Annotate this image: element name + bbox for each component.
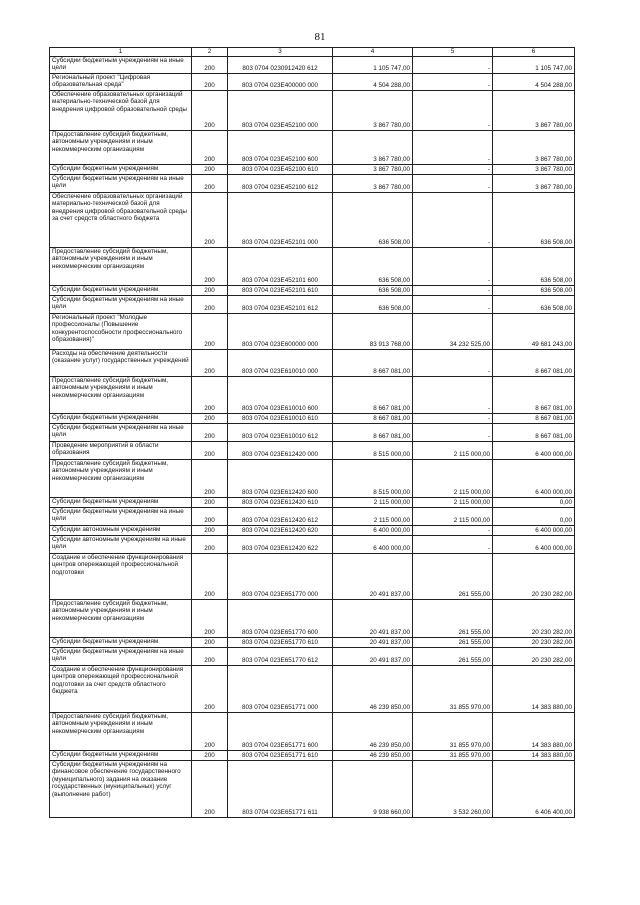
table-row: [50, 713, 575, 751]
row-value-col6: 3 867 780,00: [493, 91, 575, 131]
row-name-cell: Проведение мероприятий в области образования: [50, 442, 192, 460]
row-value-col5: -: [413, 377, 493, 414]
row-value-col4: 2 115 000,00: [333, 498, 413, 508]
row-value-col6: 8 667 081,00: [493, 424, 575, 442]
row-value-col6: 1 105 747,00: [493, 57, 575, 74]
row-value-col5: 34 232 525,00: [413, 314, 493, 350]
row-value-col5: 2 115 000,00: [413, 508, 493, 526]
row-value-col6: 14 383 880,00: [493, 713, 575, 751]
row-name-cell: Субсидии бюджетным учреждениям: [50, 286, 192, 296]
table-row: [50, 131, 575, 165]
row-value-col5: -: [413, 424, 493, 442]
row-value-col4: 636 508,00: [333, 296, 413, 314]
row-code-cell: 200: [192, 713, 228, 751]
row-value-col5: -: [413, 131, 493, 165]
row-value-col5: 261 555,00: [413, 554, 493, 600]
row-name-cell: Субсидии бюджетным учреждениям на иные цели: [50, 508, 192, 526]
row-value-col5: -: [413, 91, 493, 131]
row-value-col5: -: [413, 350, 493, 377]
row-name-cell: Предоставление субсидий бюджетным, автономным учреждениям и иным некоммерческим организациям: [50, 248, 192, 286]
row-code-cell: 200: [192, 248, 228, 286]
row-value-col6: 0,00: [493, 508, 575, 526]
row-kbk-cell: 803 0704 023E400000 000: [228, 74, 333, 91]
table-row: [50, 91, 575, 131]
row-value-col6: 49 681 243,00: [493, 314, 575, 350]
budget-table: [49, 47, 575, 818]
row-value-col5: -: [413, 57, 493, 74]
row-value-col5: 2 115 000,00: [413, 460, 493, 498]
row-kbk-cell: 803 0704 023E452100 000: [228, 91, 333, 131]
row-value-col6: 0,00: [493, 498, 575, 508]
row-name-cell: Субсидии бюджетным учреждениям: [50, 638, 192, 648]
row-value-col5: 31 855 970,00: [413, 666, 493, 713]
row-code-cell: 200: [192, 165, 228, 175]
row-kbk-cell: 803 0704 023E610010 600: [228, 377, 333, 414]
row-value-col4: 4 504 288,00: [333, 74, 413, 91]
row-kbk-cell: 803 0704 023E612420 622: [228, 536, 333, 554]
row-value-col4: 636 508,00: [333, 286, 413, 296]
row-kbk-cell: 803 0704 023E452101 000: [228, 193, 333, 248]
row-name-cell: Субсидии бюджетным учреждениям на иные цели: [50, 175, 192, 193]
row-value-col4: 46 239 850,00: [333, 751, 413, 761]
row-value-col5: -: [413, 165, 493, 175]
column-header: 4: [333, 48, 413, 57]
row-value-col4: 9 938 660,00: [333, 761, 413, 818]
row-code-cell: 200: [192, 666, 228, 713]
row-name-cell: Субсидии бюджетным учреждениям на финансовое обеспечение государственного (муниципального) задания на оказание государственных (муниципальных) услуг (выполнение работ): [50, 761, 192, 818]
row-kbk-cell: 803 0704 023E651770 600: [228, 600, 333, 638]
row-value-col6: 6 406 400,00: [493, 761, 575, 818]
row-value-col5: -: [413, 74, 493, 91]
row-code-cell: 200: [192, 638, 228, 648]
row-kbk-cell: 803 0704 023E452101 610: [228, 286, 333, 296]
row-value-col4: 3 867 780,00: [333, 165, 413, 175]
row-value-col4: 2 115 000,00: [333, 508, 413, 526]
row-code-cell: 200: [192, 74, 228, 91]
row-kbk-cell: 803 0704 023E610010 610: [228, 414, 333, 424]
row-value-col6: 636 508,00: [493, 248, 575, 286]
table-row: [50, 761, 575, 818]
table-header-row: [50, 48, 575, 57]
row-value-col5: 31 855 970,00: [413, 713, 493, 751]
row-value-col5: 2 115 000,00: [413, 498, 493, 508]
table-row: [50, 248, 575, 286]
table-row: [50, 638, 575, 648]
row-name-cell: Обеспечение образовательных организаций материально-технической базой для внедрения цифровой образовательной среды за счет средств областного бюджета: [50, 193, 192, 248]
row-value-col5: 2 115 000,00: [413, 442, 493, 460]
row-kbk-cell: 803 0704 023E612420 620: [228, 526, 333, 536]
row-code-cell: 200: [192, 175, 228, 193]
column-header: 5: [413, 48, 493, 57]
row-name-cell: Субсидии бюджетным учреждениям на иные цели: [50, 424, 192, 442]
row-kbk-cell: 803 0704 0230912420 612: [228, 57, 333, 74]
row-kbk-cell: 803 0704 023E610010 612: [228, 424, 333, 442]
row-value-col6: 8 667 081,00: [493, 377, 575, 414]
row-name-cell: Субсидии бюджетным учреждениям: [50, 751, 192, 761]
row-code-cell: 200: [192, 57, 228, 74]
row-code-cell: 200: [192, 442, 228, 460]
row-value-col4: 20 491 837,00: [333, 600, 413, 638]
row-name-cell: Создание и обеспечение функционирования центров опережающей профессиональной подготовки: [50, 554, 192, 600]
row-value-col4: 20 491 837,00: [333, 638, 413, 648]
table-row: [50, 751, 575, 761]
row-name-cell: Региональный проект "Молодые профессионалы (Повышение конкурентоспособности профессионального образования)": [50, 314, 192, 350]
row-value-col6: 14 383 880,00: [493, 666, 575, 713]
row-value-col6: 636 508,00: [493, 296, 575, 314]
row-value-col5: 3 532 260,00: [413, 761, 493, 818]
row-value-col4: 636 508,00: [333, 193, 413, 248]
row-value-col5: -: [413, 175, 493, 193]
row-value-col6: 20 230 282,00: [493, 648, 575, 666]
row-value-col6: 636 508,00: [493, 286, 575, 296]
row-code-cell: 200: [192, 91, 228, 131]
table-row: [50, 193, 575, 248]
row-value-col5: -: [413, 414, 493, 424]
row-code-cell: 200: [192, 526, 228, 536]
row-kbk-cell: 803 0704 023E612420 600: [228, 460, 333, 498]
row-value-col5: -: [413, 193, 493, 248]
table-row: [50, 175, 575, 193]
row-code-cell: 200: [192, 498, 228, 508]
column-header: 2: [192, 48, 228, 57]
row-value-col4: 3 867 780,00: [333, 175, 413, 193]
row-code-cell: 200: [192, 350, 228, 377]
table-row: [50, 508, 575, 526]
row-kbk-cell: 803 0704 023E651770 610: [228, 638, 333, 648]
row-value-col5: -: [413, 248, 493, 286]
row-name-cell: Расходы на обеспечение деятельности (оказание услуг) государственных учреждений: [50, 350, 192, 377]
table-row: [50, 442, 575, 460]
row-code-cell: 200: [192, 508, 228, 526]
table-row: [50, 314, 575, 350]
row-value-col6: 4 504 288,00: [493, 74, 575, 91]
row-code-cell: 200: [192, 131, 228, 165]
row-kbk-cell: 803 0704 023E452100 612: [228, 175, 333, 193]
row-value-col4: 46 239 850,00: [333, 666, 413, 713]
row-name-cell: Предоставление субсидий бюджетным, автономным учреждениям и иным некоммерческим организациям: [50, 713, 192, 751]
row-value-col4: 46 239 850,00: [333, 713, 413, 751]
row-code-cell: 200: [192, 648, 228, 666]
row-code-cell: 200: [192, 600, 228, 638]
row-value-col5: 261 555,00: [413, 648, 493, 666]
row-code-cell: 200: [192, 314, 228, 350]
row-kbk-cell: 803 0704 023E612420 612: [228, 508, 333, 526]
row-value-col4: 636 508,00: [333, 248, 413, 286]
table-row: [50, 165, 575, 175]
row-kbk-cell: 803 0704 023E452100 600: [228, 131, 333, 165]
row-value-col6: 14 383 880,00: [493, 751, 575, 761]
column-header: 3: [228, 48, 333, 57]
row-kbk-cell: 803 0704 023E612420 610: [228, 498, 333, 508]
table-row: [50, 526, 575, 536]
row-name-cell: Субсидии автономным учреждениям на иные цели: [50, 536, 192, 554]
row-value-col6: 20 230 282,00: [493, 638, 575, 648]
column-header: 1: [50, 48, 192, 57]
row-kbk-cell: 803 0704 023E651771 610: [228, 751, 333, 761]
row-value-col6: 8 667 081,00: [493, 350, 575, 377]
row-name-cell: Субсидии бюджетным учреждениям: [50, 165, 192, 175]
row-name-cell: Предоставление субсидий бюджетным, автономным учреждениям и иным некоммерческим организациям: [50, 600, 192, 638]
row-value-col4: 8 667 081,00: [333, 424, 413, 442]
row-kbk-cell: 803 0704 023E610010 000: [228, 350, 333, 377]
row-value-col6: 6 400 000,00: [493, 442, 575, 460]
row-name-cell: Предоставление субсидий бюджетным, автономным учреждениям и иным некоммерческим организациям: [50, 460, 192, 498]
table-row: [50, 554, 575, 600]
row-name-cell: Региональный проект "Цифровая образовательная среда": [50, 74, 192, 91]
row-kbk-cell: 803 0704 023E651770 612: [228, 648, 333, 666]
row-value-col6: 6 400 000,00: [493, 460, 575, 498]
row-value-col6: 3 867 780,00: [493, 175, 575, 193]
row-kbk-cell: 803 0704 023E600000 000: [228, 314, 333, 350]
row-name-cell: Предоставление субсидий бюджетным, автономным учреждениям и иным некоммерческим организациям: [50, 131, 192, 165]
row-value-col5: -: [413, 536, 493, 554]
table-row: [50, 460, 575, 498]
row-code-cell: 200: [192, 761, 228, 818]
row-code-cell: 200: [192, 424, 228, 442]
row-code-cell: 200: [192, 751, 228, 761]
row-name-cell: Создание и обеспечение функционирования центров опережающей профессиональной подготовки за счет средств областного бюджета: [50, 666, 192, 713]
row-kbk-cell: 803 0704 023E452101 612: [228, 296, 333, 314]
row-name-cell: Обеспечение образовательных организаций материально-технической базой для внедрения цифровой образовательной среды: [50, 91, 192, 131]
row-value-col6: 6 400 000,00: [493, 536, 575, 554]
table-row: [50, 57, 575, 74]
row-code-cell: 200: [192, 554, 228, 600]
row-value-col6: 3 867 780,00: [493, 165, 575, 175]
row-value-col4: 8 515 000,00: [333, 460, 413, 498]
row-value-col4: 20 491 837,00: [333, 554, 413, 600]
row-value-col4: 83 913 768,00: [333, 314, 413, 350]
row-kbk-cell: 803 0704 023E651771 611: [228, 761, 333, 818]
row-code-cell: 200: [192, 286, 228, 296]
column-header: 6: [493, 48, 575, 57]
row-value-col5: 261 555,00: [413, 638, 493, 648]
row-value-col4: 8 667 081,00: [333, 350, 413, 377]
row-kbk-cell: 803 0704 023E651770 000: [228, 554, 333, 600]
row-name-cell: Субсидии бюджетным учреждениям на иные цели: [50, 57, 192, 74]
row-name-cell: Субсидии бюджетным учреждениям: [50, 414, 192, 424]
table-row: [50, 296, 575, 314]
row-code-cell: 200: [192, 193, 228, 248]
page-number: 81: [314, 31, 326, 43]
row-value-col4: 8 667 081,00: [333, 414, 413, 424]
row-value-col5: -: [413, 526, 493, 536]
row-value-col6: 8 667 081,00: [493, 414, 575, 424]
row-name-cell: Субсидии автономным учреждениям: [50, 526, 192, 536]
row-code-cell: 200: [192, 536, 228, 554]
row-value-col6: 6 400 000,00: [493, 526, 575, 536]
row-value-col5: 31 855 970,00: [413, 751, 493, 761]
row-value-col5: -: [413, 296, 493, 314]
row-value-col4: 20 491 837,00: [333, 648, 413, 666]
row-value-col6: 636 508,00: [493, 193, 575, 248]
row-kbk-cell: 803 0704 023E651771 000: [228, 666, 333, 713]
row-kbk-cell: 803 0704 023E651771 600: [228, 713, 333, 751]
row-name-cell: Субсидии бюджетным учреждениям: [50, 498, 192, 508]
table-row: [50, 666, 575, 713]
table-row: [50, 377, 575, 414]
table-row: [50, 600, 575, 638]
table-row: [50, 414, 575, 424]
table-row: [50, 286, 575, 296]
row-code-cell: 200: [192, 296, 228, 314]
row-value-col4: 8 667 081,00: [333, 377, 413, 414]
row-kbk-cell: 803 0704 023E612420 000: [228, 442, 333, 460]
row-code-cell: 200: [192, 377, 228, 414]
row-value-col4: 3 867 780,00: [333, 131, 413, 165]
row-name-cell: Субсидии бюджетным учреждениям на иные цели: [50, 296, 192, 314]
row-code-cell: 200: [192, 414, 228, 424]
table-row: [50, 350, 575, 377]
row-value-col4: 6 400 000,00: [333, 536, 413, 554]
row-value-col6: 20 230 282,00: [493, 600, 575, 638]
row-value-col5: 261 555,00: [413, 600, 493, 638]
table-row: [50, 648, 575, 666]
row-kbk-cell: 803 0704 023E452101 600: [228, 248, 333, 286]
table-row: [50, 74, 575, 91]
row-value-col4: 6 400 000,00: [333, 526, 413, 536]
table-row: [50, 498, 575, 508]
table-row: [50, 536, 575, 554]
row-kbk-cell: 803 0704 023E452100 610: [228, 165, 333, 175]
row-value-col6: 20 230 282,00: [493, 554, 575, 600]
row-name-cell: Предоставление субсидий бюджетным, автономным учреждениям и иным некоммерческим организациям: [50, 377, 192, 414]
row-value-col4: 8 515 000,00: [333, 442, 413, 460]
row-value-col6: 3 867 780,00: [493, 131, 575, 165]
row-value-col4: 3 867 780,00: [333, 91, 413, 131]
row-value-col4: 1 105 747,00: [333, 57, 413, 74]
row-code-cell: 200: [192, 460, 228, 498]
table-row: [50, 424, 575, 442]
row-value-col5: -: [413, 286, 493, 296]
row-name-cell: Субсидии бюджетным учреждениям на иные цели: [50, 648, 192, 666]
